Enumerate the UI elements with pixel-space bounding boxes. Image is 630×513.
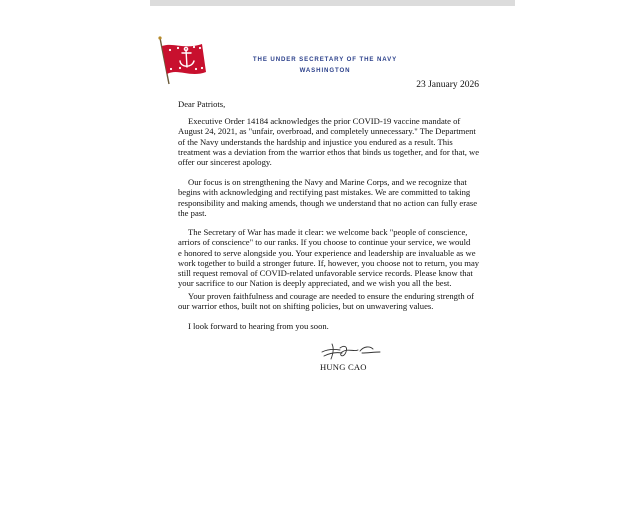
- paragraph-line: still request removal of COVID-related unfavorable service records. Please know that: [178, 268, 473, 279]
- letterhead-city: WASHINGTON: [299, 67, 351, 74]
- paragraph-line: arriors of conscience" to our ranks. If you choose to continue your service, we would: [178, 237, 471, 248]
- paragraph-4: [178, 291, 482, 312]
- letter-date: 23 January 2026: [416, 80, 479, 90]
- paragraph-line: our warrior ethos, built not on shifting policies, but on unwavering values.: [178, 301, 434, 312]
- paragraph-line: the past.: [178, 207, 207, 218]
- paragraph-line: begins with acknowledging and rectifying past mistakes. We are committed to taking: [178, 187, 471, 198]
- letterhead: [230, 54, 420, 76]
- paragraph-line: Your proven faithfulness and courage are needed to ensure the enduring strength of: [188, 291, 474, 301]
- paragraph-2: [178, 177, 482, 218]
- paragraph-line: e honored to serve alongside you. Your experience and leadership are invaluable as we: [178, 247, 476, 258]
- paragraph-line: responsibility and making amends, though we understand that no action can fully erase: [178, 197, 478, 208]
- signature-image: [318, 340, 384, 362]
- navy-flag-icon: [156, 36, 208, 86]
- salutation: Dear Patriots,: [178, 99, 226, 109]
- paragraph-line: August 24, 2021, as "unfair, overbroad, and completely unnecessary." The Department: [178, 126, 476, 137]
- paragraph-line: Our focus is on strengthening the Navy and Marine Corps, and we recognize that: [188, 177, 467, 187]
- paragraph-line: Executive Order 14184 acknowledges the prior COVID-19 vaccine mandate of: [188, 116, 461, 126]
- paragraph-1: [178, 116, 482, 167]
- paragraph-line: your sacrifice to our Nation is deeply appreciated, and we wish you all the best.: [178, 278, 452, 289]
- paragraph-5: [178, 321, 482, 331]
- paragraph-3: [178, 227, 482, 289]
- signer-name: HUNG CAO: [320, 362, 367, 372]
- paragraph-line: work together to build a stronger future. If, however, you choose not to return, you may: [178, 257, 480, 268]
- paragraph-line: offer our sincerest apology.: [178, 157, 272, 168]
- paragraph-line: treatment was a deviation from the warrior ethos that binds us together, and for that, we: [178, 146, 480, 157]
- paragraph-line: The Secretary of War has made it clear: we welcome back "people of conscience,: [188, 227, 468, 237]
- letterhead-title: THE UNDER SECRETARY OF THE NAVY: [252, 56, 398, 63]
- paragraph-line: I look forward to hearing from you soon.: [188, 321, 329, 331]
- paragraph-line: of the Navy understands the hardship and injustice you endured as a result. This: [178, 136, 453, 147]
